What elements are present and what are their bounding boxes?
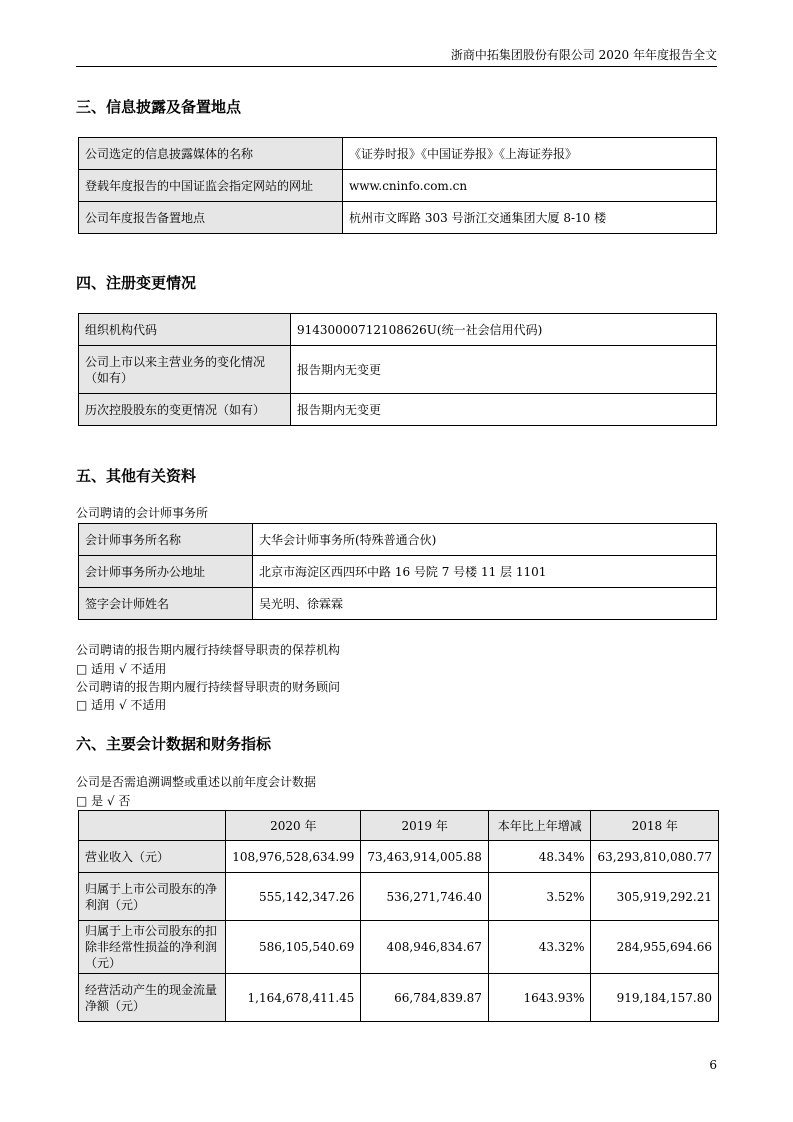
table-header-row: [79, 811, 719, 841]
row-label: 会计师事务所名称: [79, 524, 253, 556]
row-label: 公司上市以来主营业务的变化情况（如有）: [79, 346, 291, 394]
value-2019: 536,271,746.40: [361, 873, 489, 921]
value-change: 43.32%: [488, 921, 591, 974]
row-label: 公司选定的信息披露媒体的名称: [79, 138, 343, 170]
value-2018: 919,184,157.80: [591, 974, 719, 1022]
value-2018: 305,919,292.21: [591, 873, 719, 921]
row-value: 报告期内无变更: [291, 394, 717, 426]
table-row: [79, 921, 719, 974]
row-value: www.cninfo.com.cn: [343, 170, 717, 202]
value-2019: 408,946,834.67: [361, 921, 489, 974]
row-value: 吴光明、徐霖霖: [253, 588, 717, 620]
header-change: 本年比上年增减: [488, 811, 591, 841]
section6-title: 六、主要会计数据和财务指标: [76, 735, 272, 753]
row-value: 杭州市文晖路 303 号浙江交通集团大厦 8-10 楼: [343, 202, 717, 234]
advisor-line: 公司聘请的报告期内履行持续督导职责的财务顾问: [76, 680, 341, 694]
table-row: [79, 346, 717, 394]
registration-table: [78, 313, 717, 426]
table-row: [79, 524, 717, 556]
page-header: 浙商中拓集团股份有限公司 2020 年年度报告全文: [76, 44, 717, 67]
table-row: [79, 873, 719, 921]
value-2020: 586,105,540.69: [226, 921, 361, 974]
restatement-question: 公司是否需追溯调整或重述以前年度会计数据: [76, 775, 317, 789]
advisor-checkbox-line: □ 适用 √ 不适用: [76, 698, 167, 712]
row-value: 91430000712108626U(统一社会信用代码): [291, 314, 717, 346]
row-value: 报告期内无变更: [291, 346, 717, 394]
row-label: 历次控股股东的变更情况（如有）: [79, 394, 291, 426]
header-empty: [79, 811, 226, 841]
section5-title: 五、其他有关资料: [76, 467, 197, 485]
disclosure-table: [78, 137, 717, 234]
table-row: [79, 588, 717, 620]
value-change: 48.34%: [488, 841, 591, 873]
row-label: 公司年度报告备置地点: [79, 202, 343, 234]
auditor-intro: 公司聘请的会计师事务所: [76, 506, 209, 520]
page-number: 6: [709, 1058, 717, 1072]
value-2018: 284,955,694.66: [591, 921, 719, 974]
row-label: 归属于上市公司股东的净利润（元）: [79, 873, 226, 921]
auditor-table: [78, 523, 717, 620]
header-2019: 2019 年: [361, 811, 489, 841]
table-row: [79, 841, 719, 873]
value-2019: 73,463,914,005.88: [361, 841, 489, 873]
section3-title: 三、信息披露及备置地点: [76, 98, 242, 116]
table-row: [79, 314, 717, 346]
restatement-checkbox-line: □ 是 √ 否: [76, 794, 131, 808]
table-row: [79, 202, 717, 234]
value-2018: 63,293,810,080.77: [591, 841, 719, 873]
sponsor-checkbox-line: □ 适用 √ 不适用: [76, 662, 167, 676]
row-label: 登载年度报告的中国证监会指定网站的网址: [79, 170, 343, 202]
financial-indicators-table: [78, 810, 719, 1022]
table-row: [79, 974, 719, 1022]
row-value: 大华会计师事务所(特殊普通合伙): [253, 524, 717, 556]
value-2020: 555,142,347.26: [226, 873, 361, 921]
value-2019: 66,784,839.87: [361, 974, 489, 1022]
row-label: 组织机构代码: [79, 314, 291, 346]
section4-title: 四、注册变更情况: [76, 274, 197, 292]
row-label: 签字会计师姓名: [79, 588, 253, 620]
sponsor-line: 公司聘请的报告期内履行持续督导职责的保荐机构: [76, 643, 341, 657]
value-change: 3.52%: [488, 873, 591, 921]
table-row: [79, 556, 717, 588]
row-label: 会计师事务所办公地址: [79, 556, 253, 588]
table-row: [79, 170, 717, 202]
value-2020: 1,164,678,411.45: [226, 974, 361, 1022]
row-label: 归属于上市公司股东的扣除非经常性损益的净利润（元）: [79, 921, 226, 974]
value-change: 1643.93%: [488, 974, 591, 1022]
table-row: [79, 394, 717, 426]
value-2020: 108,976,528,634.99: [226, 841, 361, 873]
row-label: 经营活动产生的现金流量净额（元）: [79, 974, 226, 1022]
row-value: 《证券时报》《中国证券报》《上海证券报》: [343, 138, 717, 170]
table-row: [79, 138, 717, 170]
header-2018: 2018 年: [591, 811, 719, 841]
header-2020: 2020 年: [226, 811, 361, 841]
row-value: 北京市海淀区西四环中路 16 号院 7 号楼 11 层 1101: [253, 556, 717, 588]
row-label: 营业收入（元）: [79, 841, 226, 873]
